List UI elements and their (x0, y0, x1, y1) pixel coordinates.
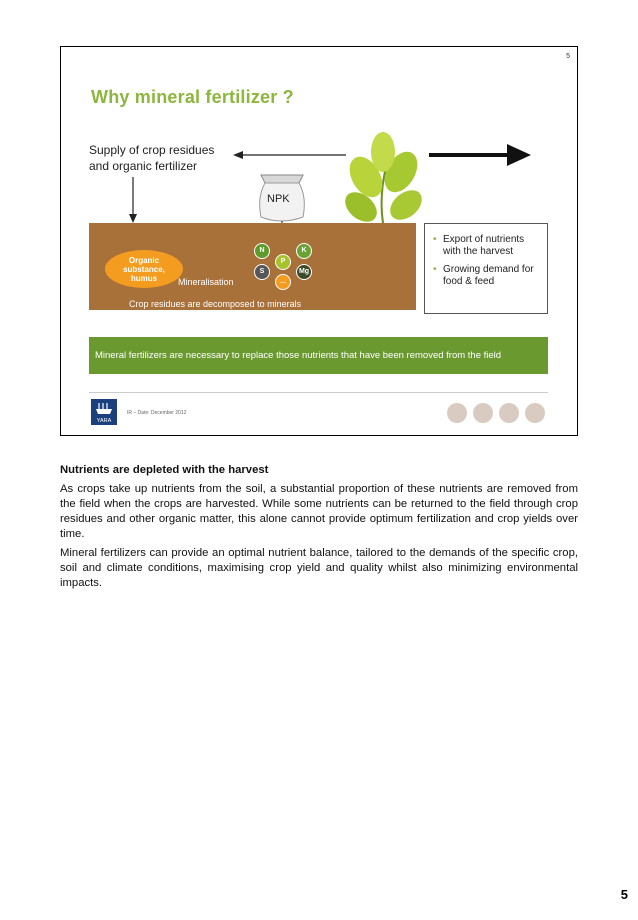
footer-divider (89, 392, 548, 393)
svg-text:YARA: YARA (96, 418, 112, 424)
footer-date: IR – Date: December 2012 (127, 410, 187, 416)
summary-banner: Mineral fertilizers are necessary to replace those nutrients that have been removed from the field (89, 337, 548, 374)
yara-logo (91, 399, 117, 425)
decomposed-label: Crop residues are decomposed to minerals (129, 299, 302, 309)
footer-dot-4 (525, 403, 545, 423)
paragraph-1: As crops take up nutrients from the soil, a substantial proportion of these nutrients are removed from the field when the crops are harvested. While some nutrients can be returned to the field through crop residues and other organic matter, this alone cannot provide optimum fertilization and crop yields over time. (60, 483, 578, 540)
slide-title: Why mineral fertilizer ? (91, 87, 294, 107)
organic-line-1: Organic (128, 255, 160, 265)
organic-line-2: substance, (123, 264, 165, 274)
nutrient-other: ... (275, 274, 291, 290)
body-text (60, 463, 578, 595)
nutrient-p: P (275, 254, 291, 270)
paragraph-2: Mineral fertilizers can provide an optimal nutrient balance, tailored to the demands of the specific crop, soil and climate conditions, maximising crop yield and quality whilst also minimizing environmental impacts. (60, 547, 578, 589)
nutrient-n: N (254, 243, 270, 259)
mineralisation-label: Mineralisation (178, 277, 234, 287)
slide-figure (60, 46, 578, 436)
nutrient-s: S (254, 264, 270, 280)
supply-line-2: and organic fertilizer (89, 159, 198, 173)
supply-line-1: Supply of crop residues (89, 143, 215, 157)
footer-dot-1 (447, 403, 467, 423)
ship-logo-icon (91, 399, 117, 425)
nutrient-k: K (296, 243, 312, 259)
slide-number: 5 (566, 53, 570, 60)
bullet-demand: • Growing demand for food & feed (433, 264, 541, 288)
page-number: 5 (620, 887, 628, 902)
organic-substance-ellipse (105, 250, 183, 288)
nutrient-mg: Mg (296, 264, 312, 280)
footer-dot-3 (499, 403, 519, 423)
section-heading: Nutrients are depleted with the harvest (60, 464, 269, 476)
footer-dot-2 (473, 403, 493, 423)
organic-line-3: humus (130, 273, 158, 283)
bullet-export: • Export of nutrients with the harvest (433, 234, 541, 258)
harvest-info-box (424, 223, 548, 314)
npk-bag-label: NPK (267, 193, 290, 205)
